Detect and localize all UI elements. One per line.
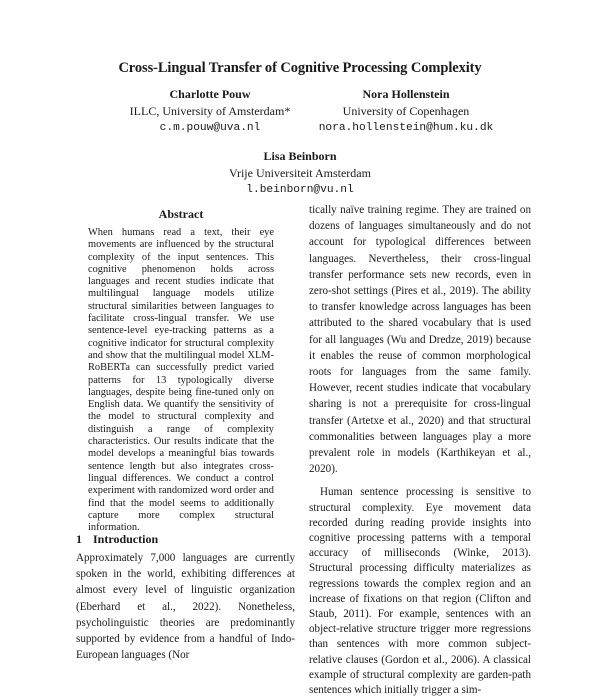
paper-title: Cross-Lingual Transfer of Cognitive Processing Complexity: [118, 60, 482, 76]
author-name: Lisa Beinborn: [263, 149, 337, 163]
right-column: [309, 202, 531, 698]
author-affiliation: Vrije Universiteit Amsterdam: [229, 166, 371, 180]
abstract-text: When humans read a text, their eye movements are influenced by the structural complexity of the input sentences. This cognitive phenomenon holds across languages and recent studies indicate that multilingual language models utilize structural similarities between languages to facilitate cross-lingual transfer. We use sentence-level eye-tracking patterns as a cognitive indicator for structural complexity and show that the multilingual model XLM-RoBERTa can successfully predict varied patterns for 13 typologically diverse languages, despite being fine-tuned only on English data. We quantify the sensitivity of the model to structural complexity and distinguish a range of complexity characteristics. Our results indicate that the model develops a meaningful bias towards sentence length but also integrates cross-lingual differences. We conduct a control experiment with randomized word order and find that the model seems to additionally capture more complex structural information.: [88, 227, 274, 534]
author-email: nora.hollenstein@hum.ku.dk: [318, 122, 494, 134]
introduction-paragraph: Approximately 7,000 languages are currently spoken in the world, exhibiting differences at almost every level of linguistic organization (Eberhard et al., 2022). Nonetheless, psycholinguistic theories are predominantly supported by evidence from a handful of Indo-European languages (Nor: [76, 552, 295, 662]
author-block: [100, 86, 320, 137]
section-number: 1: [76, 532, 82, 546]
body-paragraph: tically naïve training regime. They are trained on dozens of languages simultaneously and do not account for typological differences between languages. Nevertheless, their cross-lingual transfer performance sets new records, even in zero-shot settings (Pires et al., 2019). The ability to transfer knowledge across languages has been attributed to the shared vocabulary that is used for all languages (Wu and Dredze, 2019) because it enables the reuse of common morphological roots for languages from the same family. However, recent studies indicate that vocabulary sharing is not a prerequisite for cross-lingual transfer (Artetxe et al., 2020) and that structural commonalities between languages play a more prevalent role in models (Karthikeyan et al., 2020).: [309, 204, 531, 476]
author-email: c.m.pouw@uva.nl: [159, 122, 261, 134]
body-paragraph: Human sentence processing is sensitive to structural complexity. Eye movement data recorded during reading provide insights into cognitive processing patterns with a temporal accuracy of milliseconds (Winke, 2013). Structural processing difficulty materializes as regressions towards the complex region and an increase of fixations on that region (Clifton and Staub, 2011). For example, sentences with an object-relative structure trigger more regressions than sentences with more common subject-relative clauses (Gordon et al., 2006). A classical example of structural complexity are garden-path sentences which initially trigger a sim-: [309, 486, 531, 697]
author-name: Charlotte Pouw: [169, 87, 251, 101]
author-block: [200, 148, 400, 199]
abstract-body: [88, 227, 274, 534]
section-title: Introduction: [93, 532, 159, 546]
author-affiliation: University of Copenhagen: [342, 104, 470, 118]
introduction-body: [76, 550, 295, 663]
author-affiliation: ILLC, University of Amsterdam*: [129, 104, 291, 118]
author-email: l.beinborn@vu.nl: [246, 184, 354, 196]
section-heading-introduction: [76, 532, 296, 547]
abstract-heading: Abstract: [158, 207, 204, 221]
author-name: Nora Hollenstein: [362, 87, 450, 101]
author-block: [300, 86, 512, 137]
